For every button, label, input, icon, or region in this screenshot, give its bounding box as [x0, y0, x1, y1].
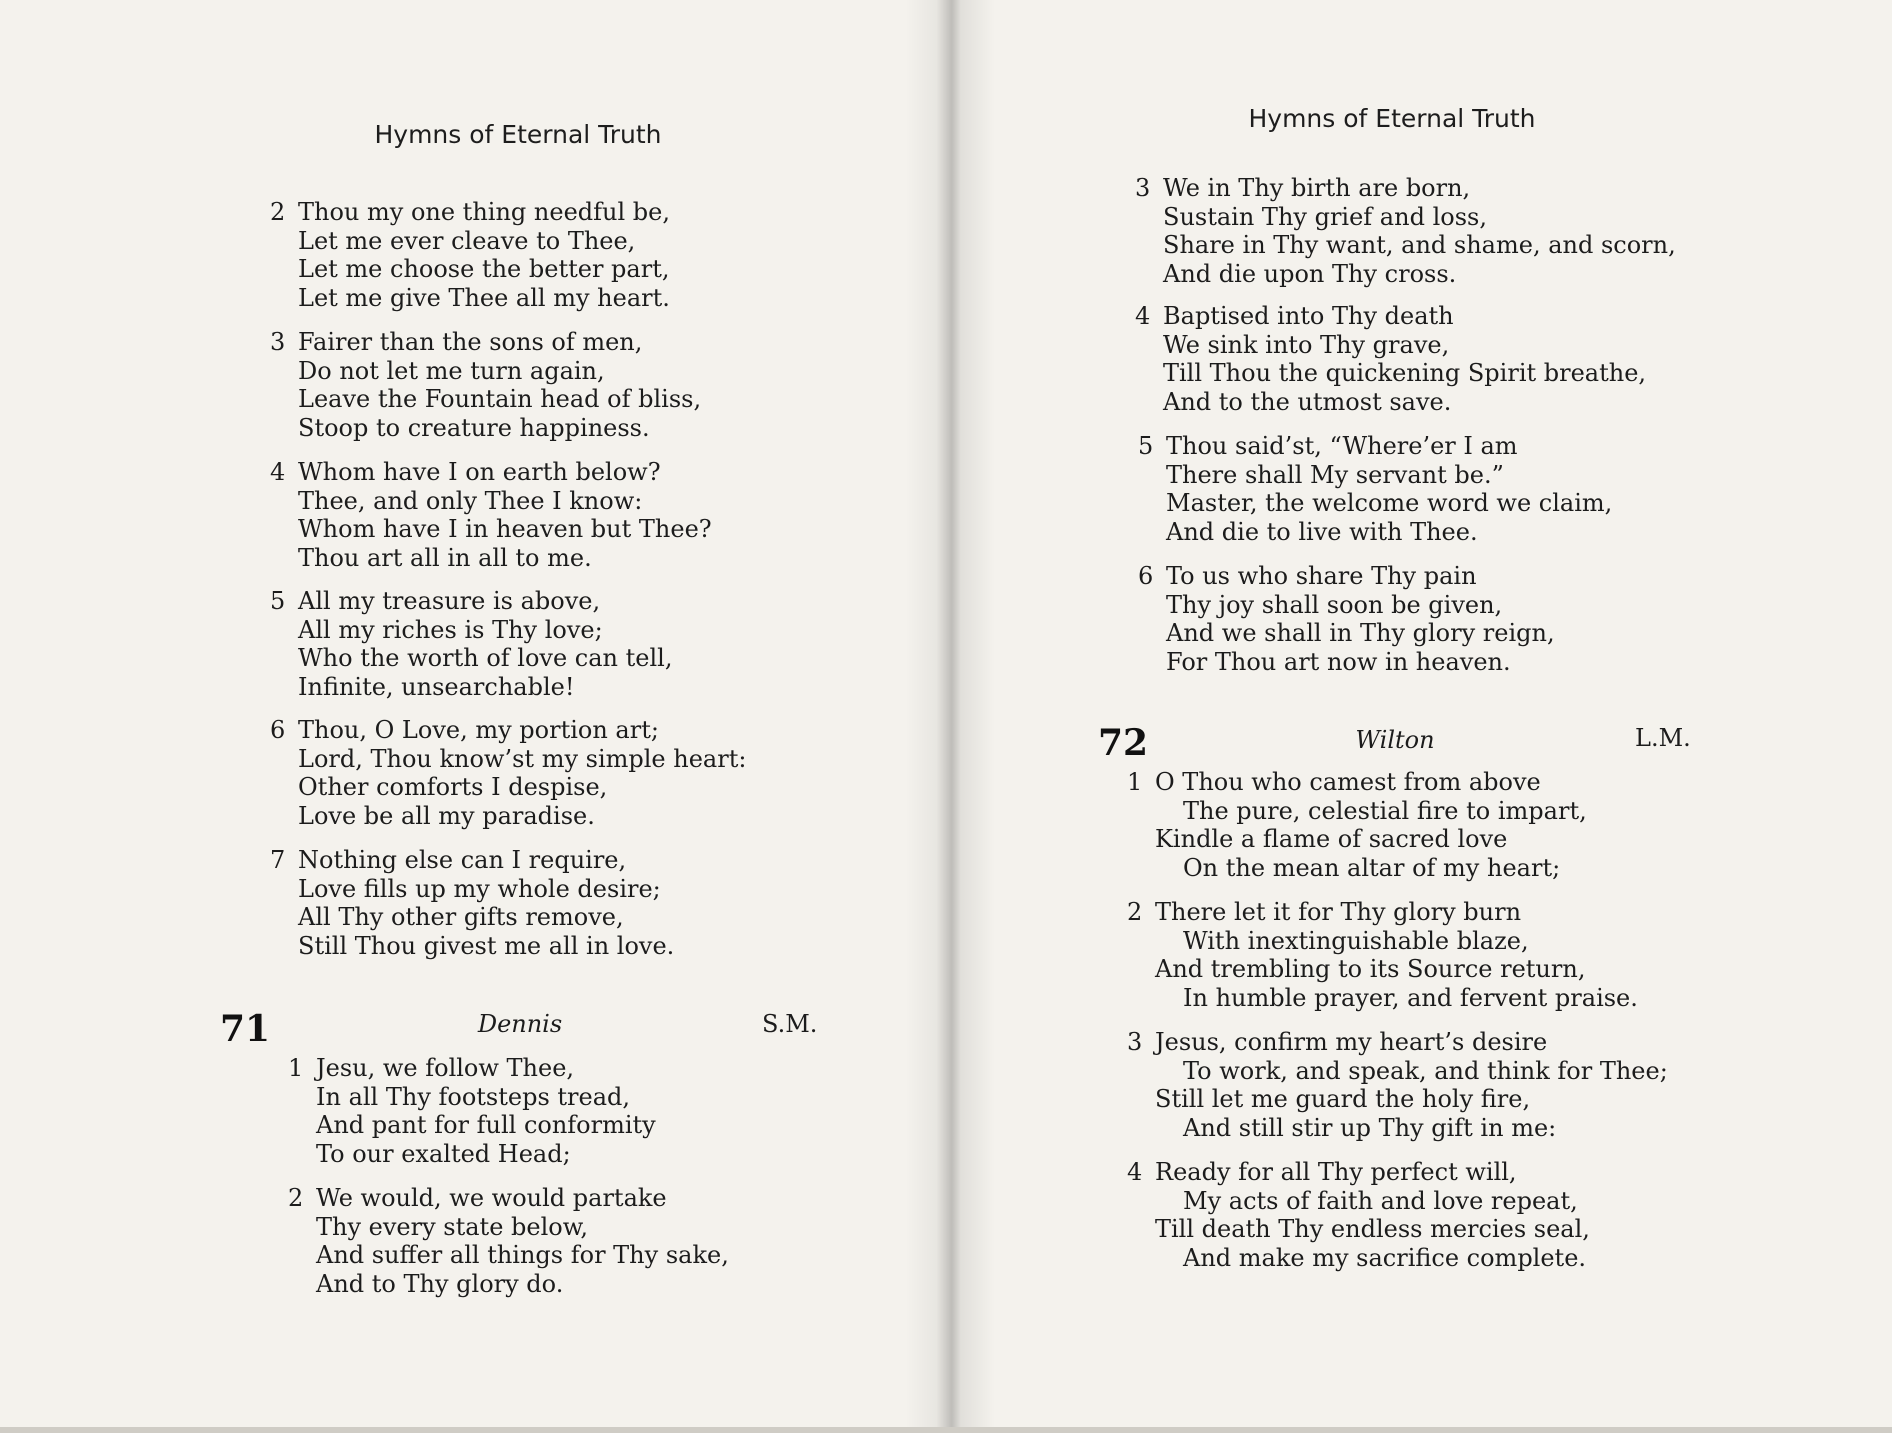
verse-number: 2: [288, 1184, 304, 1212]
verse-line: Till Thou the quickening Spirit breathe,: [1163, 359, 1647, 387]
verse-line: And still stir up Thy gift in me:: [1183, 1113, 1557, 1142]
verse-number: 4: [1127, 1158, 1143, 1186]
verse-line: And die upon Thy cross.: [1163, 259, 1457, 288]
verse-line: Lord, Thou know’st my simple heart:: [298, 744, 747, 773]
verse-71-2: [288, 1184, 729, 1298]
verse-line: Whom have I in heaven but Thee?: [298, 515, 712, 543]
verse-number: 3: [270, 328, 286, 356]
verse-72-1: [1127, 768, 1587, 882]
verse-line: Thou my one thing needful be,: [298, 198, 670, 226]
verse-number: 7: [270, 846, 286, 874]
verse-71-1: [288, 1054, 656, 1168]
verse-line: Nothing else can I require,: [298, 846, 627, 874]
verse-line: Other comforts I despise,: [298, 773, 608, 801]
verse-line: And pant for full conformity: [316, 1111, 656, 1139]
right-page: [945, 0, 1892, 1433]
verse-line: Whom have I on earth below?: [298, 458, 661, 486]
verse-line: And to the utmost save.: [1163, 387, 1452, 416]
verse-line: To work, and speak, and think for Thee;: [1183, 1056, 1668, 1085]
verse-number: 2: [1127, 898, 1143, 926]
verse-left-4: [270, 458, 712, 572]
verse-line: All Thy other gifts remove,: [298, 903, 624, 931]
verse-line: Infinite, unsearchable!: [298, 672, 575, 701]
verse-line: Do not let me turn again,: [298, 356, 605, 385]
verse-line: Thee, and only Thee I know:: [298, 486, 643, 515]
verse-right-6: [1138, 562, 1555, 676]
verse-line: Master, the welcome word we claim,: [1166, 489, 1613, 517]
verse-72-3: [1127, 1028, 1668, 1142]
verse-line: All my treasure is above,: [298, 587, 601, 615]
verse-line: On the mean altar of my heart;: [1183, 853, 1561, 882]
tune-name: Dennis: [477, 1010, 563, 1038]
verse-line: Still let me guard the holy fire,: [1155, 1085, 1531, 1113]
verse-number: 6: [1138, 562, 1154, 590]
verse-line: To us who share Thy pain: [1166, 562, 1477, 590]
verse-line: The pure, celestial fire to impart,: [1183, 796, 1587, 825]
left-page: [0, 0, 945, 1433]
verse-line: Thy joy shall soon be given,: [1166, 590, 1503, 619]
verse-number: 5: [1138, 432, 1154, 460]
verse-line: There let it for Thy glory burn: [1155, 898, 1522, 926]
verse-left-5: [270, 587, 672, 701]
verse-72-4: [1127, 1158, 1590, 1272]
verse-line: Let me choose the better part,: [298, 255, 670, 283]
verse-line: Thou said’st, “Where’er I am: [1166, 432, 1518, 460]
verse-left-6: [270, 716, 746, 830]
verse-line: We in Thy birth are born,: [1163, 174, 1471, 202]
running-head-left: Hymns of Eternal Truth: [374, 120, 662, 149]
verse-line: We sink into Thy grave,: [1163, 330, 1450, 359]
meter: L.M.: [1635, 724, 1691, 752]
verse-72-2: [1127, 898, 1638, 1012]
verse-line: My acts of faith and love repeat,: [1183, 1186, 1578, 1215]
verse-number: 4: [270, 458, 286, 486]
verse-line: Till death Thy endless mercies seal,: [1155, 1215, 1590, 1243]
verse-number: 2: [270, 198, 286, 226]
verse-line: And make my sacrifice complete.: [1183, 1243, 1587, 1272]
verse-number: 3: [1127, 1028, 1143, 1056]
verse-number: 5: [270, 587, 286, 615]
hymn-number-71: 71: [220, 1008, 271, 1050]
hymn-number-72: 72: [1098, 722, 1149, 764]
verse-line: Love fills up my whole desire;: [298, 874, 661, 903]
verse-line: To our exalted Head;: [316, 1139, 571, 1168]
verse-line: Kindle a flame of sacred love: [1155, 825, 1508, 853]
verse-right-4: [1135, 302, 1646, 416]
verse-line: We would, we would partake: [316, 1184, 667, 1212]
verse-line: Stoop to creature happiness.: [298, 413, 650, 442]
verse-line: Still Thou givest me all in love.: [298, 931, 675, 960]
verse-line: Thy every state below,: [316, 1212, 589, 1241]
verse-line: Sustain Thy grief and loss,: [1163, 202, 1487, 231]
page-bottom-edge: [0, 1427, 1892, 1433]
verse-line: Jesus, confirm my heart’s desire: [1155, 1028, 1548, 1056]
meter: S.M.: [762, 1010, 818, 1038]
verse-right-3: [1135, 174, 1676, 288]
verse-line: There shall My servant be.”: [1166, 460, 1504, 489]
verse-line: And to Thy glory do.: [316, 1269, 564, 1298]
verse-line: In all Thy footsteps tread,: [316, 1082, 631, 1111]
verse-line: And suffer all things for Thy sake,: [316, 1241, 729, 1269]
verse-line: Who the worth of love can tell,: [298, 644, 673, 672]
verse-line: With inextinguishable blaze,: [1183, 926, 1529, 955]
verse-line: And die to live with Thee.: [1166, 517, 1478, 546]
verse-number: 1: [288, 1054, 304, 1082]
verse-line: Thou, O Love, my portion art;: [298, 716, 659, 744]
verse-number: 3: [1135, 174, 1151, 202]
verse-line: Let me give Thee all my heart.: [298, 283, 670, 312]
verse-line: Let me ever cleave to Thee,: [298, 226, 636, 255]
verse-left-7: [270, 846, 674, 960]
running-head-right: Hymns of Eternal Truth: [1248, 104, 1536, 133]
verse-line: Love be all my paradise.: [298, 801, 595, 830]
verse-line: In humble prayer, and fervent praise.: [1183, 983, 1638, 1012]
verse-line: All my riches is Thy love;: [298, 615, 603, 644]
verse-line: Jesu, we follow Thee,: [316, 1054, 575, 1082]
verse-right-5: [1138, 432, 1612, 546]
verse-line: Ready for all Thy perfect will,: [1155, 1158, 1517, 1186]
verse-number: 1: [1127, 768, 1143, 796]
verse-left-2: [270, 198, 670, 312]
verse-line: And trembling to its Source return,: [1155, 955, 1586, 983]
verse-number: 4: [1135, 302, 1151, 330]
tune-name: Wilton: [1355, 726, 1435, 754]
verse-line: Fairer than the sons of men,: [298, 328, 643, 356]
verse-line: Share in Thy want, and shame, and scorn,: [1163, 231, 1676, 259]
verse-line: O Thou who camest from above: [1155, 768, 1541, 796]
verse-left-3: [270, 328, 701, 442]
verse-line: Leave the Fountain head of bliss,: [298, 385, 702, 413]
verse-line: Baptised into Thy death: [1163, 302, 1454, 330]
verse-line: And we shall in Thy glory reign,: [1166, 619, 1555, 647]
verse-line: Thou art all in all to me.: [298, 543, 592, 572]
verse-line: For Thou art now in heaven.: [1166, 647, 1511, 676]
verse-number: 6: [270, 716, 286, 744]
